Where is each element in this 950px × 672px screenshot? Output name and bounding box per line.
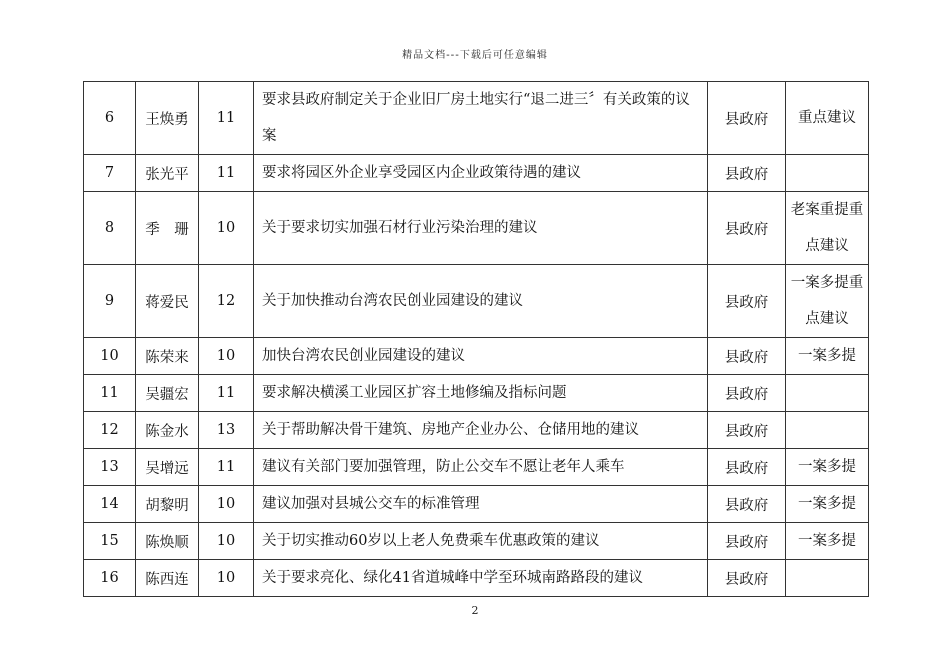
handling-department: 县政府 — [708, 486, 786, 523]
cosigner-count: 11 — [199, 82, 254, 155]
handling-department: 县政府 — [708, 338, 786, 375]
table-row — [84, 486, 869, 523]
remark: 一案多提重点建议 — [786, 265, 869, 338]
proposal-title: 关于加快推动台湾农民创业园建设的建议 — [254, 265, 708, 338]
handling-department: 县政府 — [708, 523, 786, 560]
table-row — [84, 412, 869, 449]
row-number: 7 — [84, 155, 136, 192]
cosigner-count: 12 — [199, 265, 254, 338]
table-row — [84, 265, 869, 338]
row-number: 12 — [84, 412, 136, 449]
row-number: 11 — [84, 375, 136, 412]
row-number: 16 — [84, 560, 136, 597]
cosigner-count: 10 — [199, 192, 254, 265]
proposer-name: 王焕勇 — [136, 82, 199, 155]
proposal-title: 要求解决横溪工业园区扩容土地修编及指标问题 — [254, 375, 708, 412]
remark — [786, 412, 869, 449]
proposer-name: 胡黎明 — [136, 486, 199, 523]
table-row — [84, 82, 869, 155]
cosigner-count: 13 — [199, 412, 254, 449]
cosigner-count: 11 — [199, 449, 254, 486]
cosigner-count: 11 — [199, 375, 254, 412]
proposal-title: 关于要求切实加强石材行业污染治理的建议 — [254, 192, 708, 265]
cosigner-count: 10 — [199, 523, 254, 560]
page-header: 精品文档---下载后可任意编辑 — [402, 50, 548, 61]
proposer-name: 陈金水 — [136, 412, 199, 449]
row-number: 15 — [84, 523, 136, 560]
row-number: 14 — [84, 486, 136, 523]
proposer-name: 季 珊 — [136, 192, 199, 265]
proposal-title: 要求将园区外企业享受园区内企业政策待遇的建议 — [254, 155, 708, 192]
proposer-name: 吴增远 — [136, 449, 199, 486]
table-row — [84, 560, 869, 597]
cosigner-count: 10 — [199, 486, 254, 523]
table-row — [84, 375, 869, 412]
remark — [786, 375, 869, 412]
remark: 重点建议 — [786, 82, 869, 155]
proposal-title: 关于要求亮化、绿化41省道城峰中学至环城南路路段的建议 — [254, 560, 708, 597]
row-number: 6 — [84, 82, 136, 155]
remark: 一案多提 — [786, 449, 869, 486]
remark — [786, 155, 869, 192]
proposal-title: 加快台湾农民创业园建设的建议 — [254, 338, 708, 375]
handling-department: 县政府 — [708, 192, 786, 265]
proposer-name: 张光平 — [136, 155, 199, 192]
row-number: 8 — [84, 192, 136, 265]
remark — [786, 560, 869, 597]
row-number: 10 — [84, 338, 136, 375]
handling-department: 县政府 — [708, 155, 786, 192]
table-row — [84, 338, 869, 375]
remark: 一案多提 — [786, 523, 869, 560]
cosigner-count: 10 — [199, 560, 254, 597]
proposal-title: 建议有关部门要加强管理，防止公交车不愿让老年人乘车 — [254, 449, 708, 486]
handling-department: 县政府 — [708, 449, 786, 486]
table-row — [84, 449, 869, 486]
proposer-name: 陈焕顺 — [136, 523, 199, 560]
table-row — [84, 192, 869, 265]
proposer-name: 陈西连 — [136, 560, 199, 597]
handling-department: 县政府 — [708, 560, 786, 597]
table-row — [84, 155, 869, 192]
proposer-name: 吴疆宏 — [136, 375, 199, 412]
handling-department: 县政府 — [708, 265, 786, 338]
handling-department: 县政府 — [708, 375, 786, 412]
remark: 一案多提 — [786, 338, 869, 375]
cosigner-count: 11 — [199, 155, 254, 192]
table-row — [84, 523, 869, 560]
handling-department: 县政府 — [708, 412, 786, 449]
page-number: 2 — [471, 604, 479, 617]
row-number: 13 — [84, 449, 136, 486]
proposals-table — [83, 81, 869, 597]
proposal-title: 要求县政府制定关于企业旧厂房土地实行“退二进三〞有关政策的议案 — [254, 82, 708, 155]
handling-department: 县政府 — [708, 82, 786, 155]
proposal-title: 建议加强对县城公交车的标准管理 — [254, 486, 708, 523]
proposal-title: 关于切实推动60岁以上老人免费乘车优惠政策的建议 — [254, 523, 708, 560]
proposer-name: 陈荣来 — [136, 338, 199, 375]
remark: 老案重提重点建议 — [786, 192, 869, 265]
cosigner-count: 10 — [199, 338, 254, 375]
row-number: 9 — [84, 265, 136, 338]
proposal-title: 关于帮助解决骨干建筑、房地产企业办公、仓储用地的建议 — [254, 412, 708, 449]
proposer-name: 蒋爱民 — [136, 265, 199, 338]
remark: 一案多提 — [786, 486, 869, 523]
